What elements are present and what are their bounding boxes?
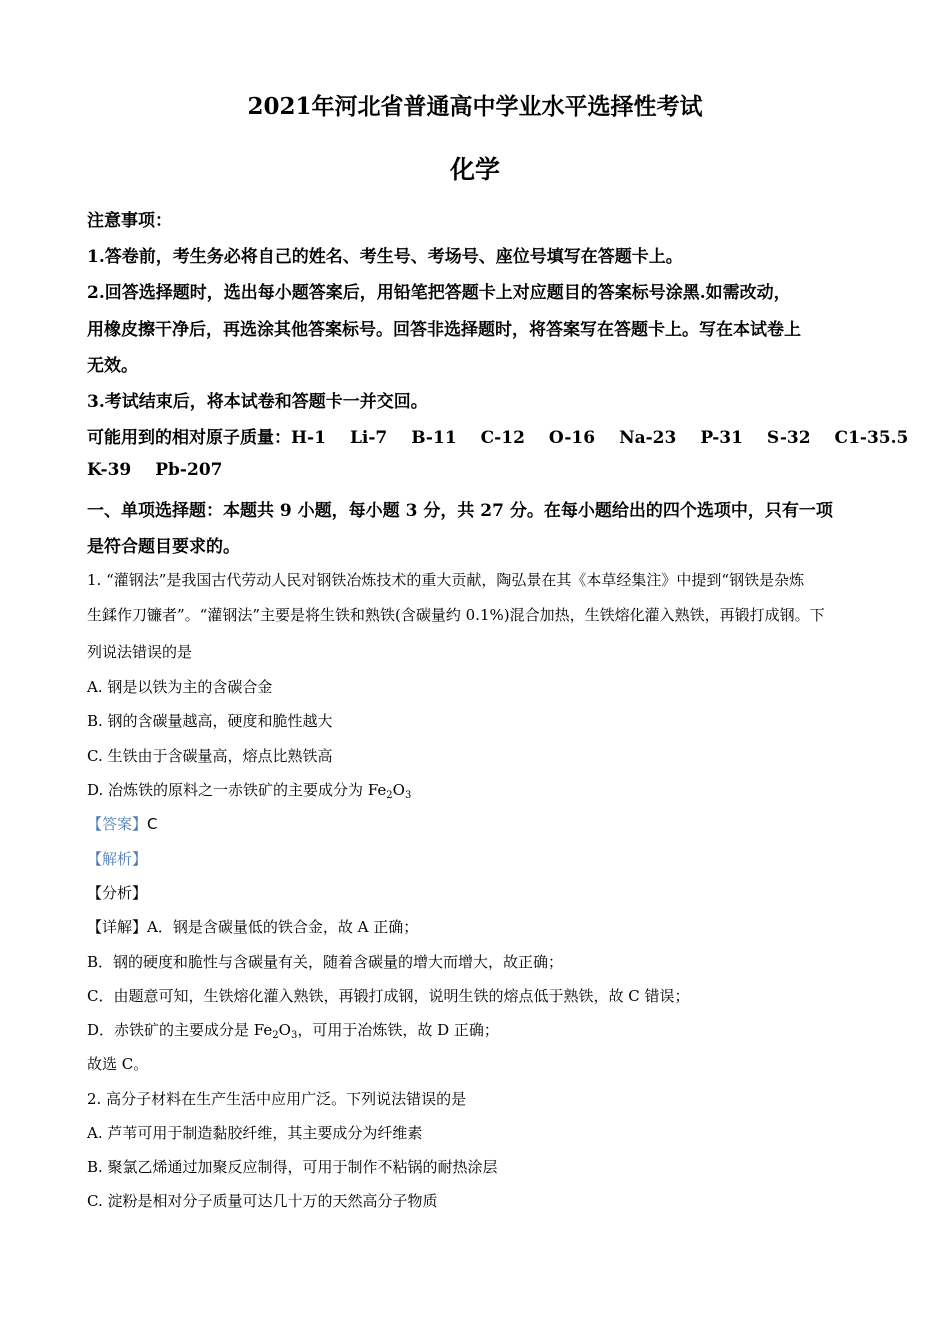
notice-item-1: 1.答卷前，考生务必将自己的姓名、考生号、考场号、座位号填写在答题卡上。 <box>87 247 683 267</box>
atomic-mass-item: C1-35.5 <box>834 428 909 448</box>
atomic-mass-item: C-12 <box>480 428 525 448</box>
notice-item-2-line-3: 无效。 <box>87 356 138 376</box>
atomic-mass-item: S-32 <box>766 428 811 448</box>
q1-option-c: C. 生铁由于含碳量高，熔点比熟铁高 <box>87 747 333 765</box>
notice-item-2-line-1: 2.回答选择题时，选出每小题答案后，用铅笔把答题卡上对应题目的答案标号涂黑.如需改动， <box>87 283 791 303</box>
analysis-label: 【解析】 <box>87 850 148 868</box>
detail-d-suffix: ，可用于冶炼铁，故 D 正确； <box>297 1021 499 1039</box>
detail-label: 【详解】 <box>87 918 148 936</box>
fenxi-label: 【分析】 <box>87 884 148 902</box>
exam-title: 2021年河北省普通高中学业水平选择性考试 <box>247 93 703 120</box>
q2-option-c: C. 淀粉是相对分子质量可达几十万的天然高分子物质 <box>87 1192 438 1210</box>
q1-stem-line-3: 列说法错误的是 <box>87 643 193 661</box>
atomic-mass-item: B-11 <box>411 428 457 448</box>
detail-d-prefix: D．赤铁矿的主要成分是 <box>87 1021 254 1039</box>
atomic-mass-label: 可能用到的相对原子质量： <box>87 428 291 448</box>
q1-stem-line-2: 生鍒作刀镰者”。“灌钢法”主要是将生铁和熟铁(含碳量约 0.1%)混合加热，生铁熔化灌入熟铁，再锻打成钢。下 <box>87 606 825 624</box>
atomic-mass-item: Na-23 <box>619 428 677 448</box>
atomic-mass-item: Pb-207 <box>155 460 223 480</box>
answer-label: 【答案】 <box>87 815 148 833</box>
atomic-mass-row-2 <box>87 460 246 480</box>
q1-option-a: A. 钢是以铁为主的含碳合金 <box>87 678 273 696</box>
atomic-mass-row-1 <box>87 423 908 448</box>
q1-answer <box>87 813 158 834</box>
formula-fe2o3: $Fe_2O_3$ <box>367 781 412 801</box>
subject-title: 化学 <box>449 155 500 184</box>
atomic-mass-item: K-39 <box>87 460 132 480</box>
formula-fe2o3: $Fe_2O_3$ <box>253 1021 298 1041</box>
q1-option-b: B. 钢的含碳量越高，硬度和脆性越大 <box>87 712 333 730</box>
detail-a-text: A．钢是含碳量低的铁合金，故 A 正确； <box>147 918 419 936</box>
q1-option-d <box>87 779 411 800</box>
q1-stem-line-1: 1. “灌钢法”是我国古代劳动人民对钢铁冶炼技术的重大贡献，陶弘景在其《本草经集注》中提到“钢铁是杂炼 <box>87 571 805 589</box>
section-1-heading-line-2: 是符合题目要求的。 <box>87 537 240 557</box>
q2-stem: 2. 高分子材料在生产生活中应用广泛。下列说法错误的是 <box>87 1090 467 1108</box>
section-1-heading-line-1: 一、单项选择题：本题共 9 小题，每小题 3 分，共 27 分。在每小题给出的四个选项中，只有一项 <box>87 501 833 521</box>
q2-option-b: B. 聚氯乙烯通过加聚反应制得，可用于制作不粘锅的耐热涂层 <box>87 1158 498 1176</box>
atomic-mass-item: Li-7 <box>349 428 388 448</box>
q1-detail-b: B．钢的硬度和脆性与含碳量有关，随着含碳量的增大而增大，故正确； <box>87 953 564 971</box>
notice-item-3: 3.考试结束后，将本试卷和答题卡一并交回。 <box>87 392 428 412</box>
q1-detail-a <box>87 916 418 937</box>
q1-detail-d <box>87 1019 499 1040</box>
atomic-mass-item: H-1 <box>291 428 326 448</box>
answer-value: C <box>147 815 158 833</box>
notice-item-2-line-2: 用橡皮擦干净后，再选涂其他答案标号。回答非选择题时，将答案写在答题卡上。写在本试卷上 <box>87 320 801 340</box>
q2-option-a: A. 芦苇可用于制造黏胶纤维，其主要成分为纤维素 <box>87 1124 423 1142</box>
notice-heading: 注意事项： <box>87 211 172 231</box>
q1-detail-c: C．由题意可知，生铁熔化灌入熟铁，再锻打成钢，说明生铁的熔点低于熟铁，故 C 错误； <box>87 987 690 1005</box>
q1-option-d-text: D. 冶炼铁的原料之一赤铁矿的主要成分为 <box>87 781 368 799</box>
atomic-mass-item: O-16 <box>548 428 596 448</box>
atomic-mass-item: P-31 <box>700 428 743 448</box>
q1-conclusion: 故选 C。 <box>87 1055 149 1073</box>
